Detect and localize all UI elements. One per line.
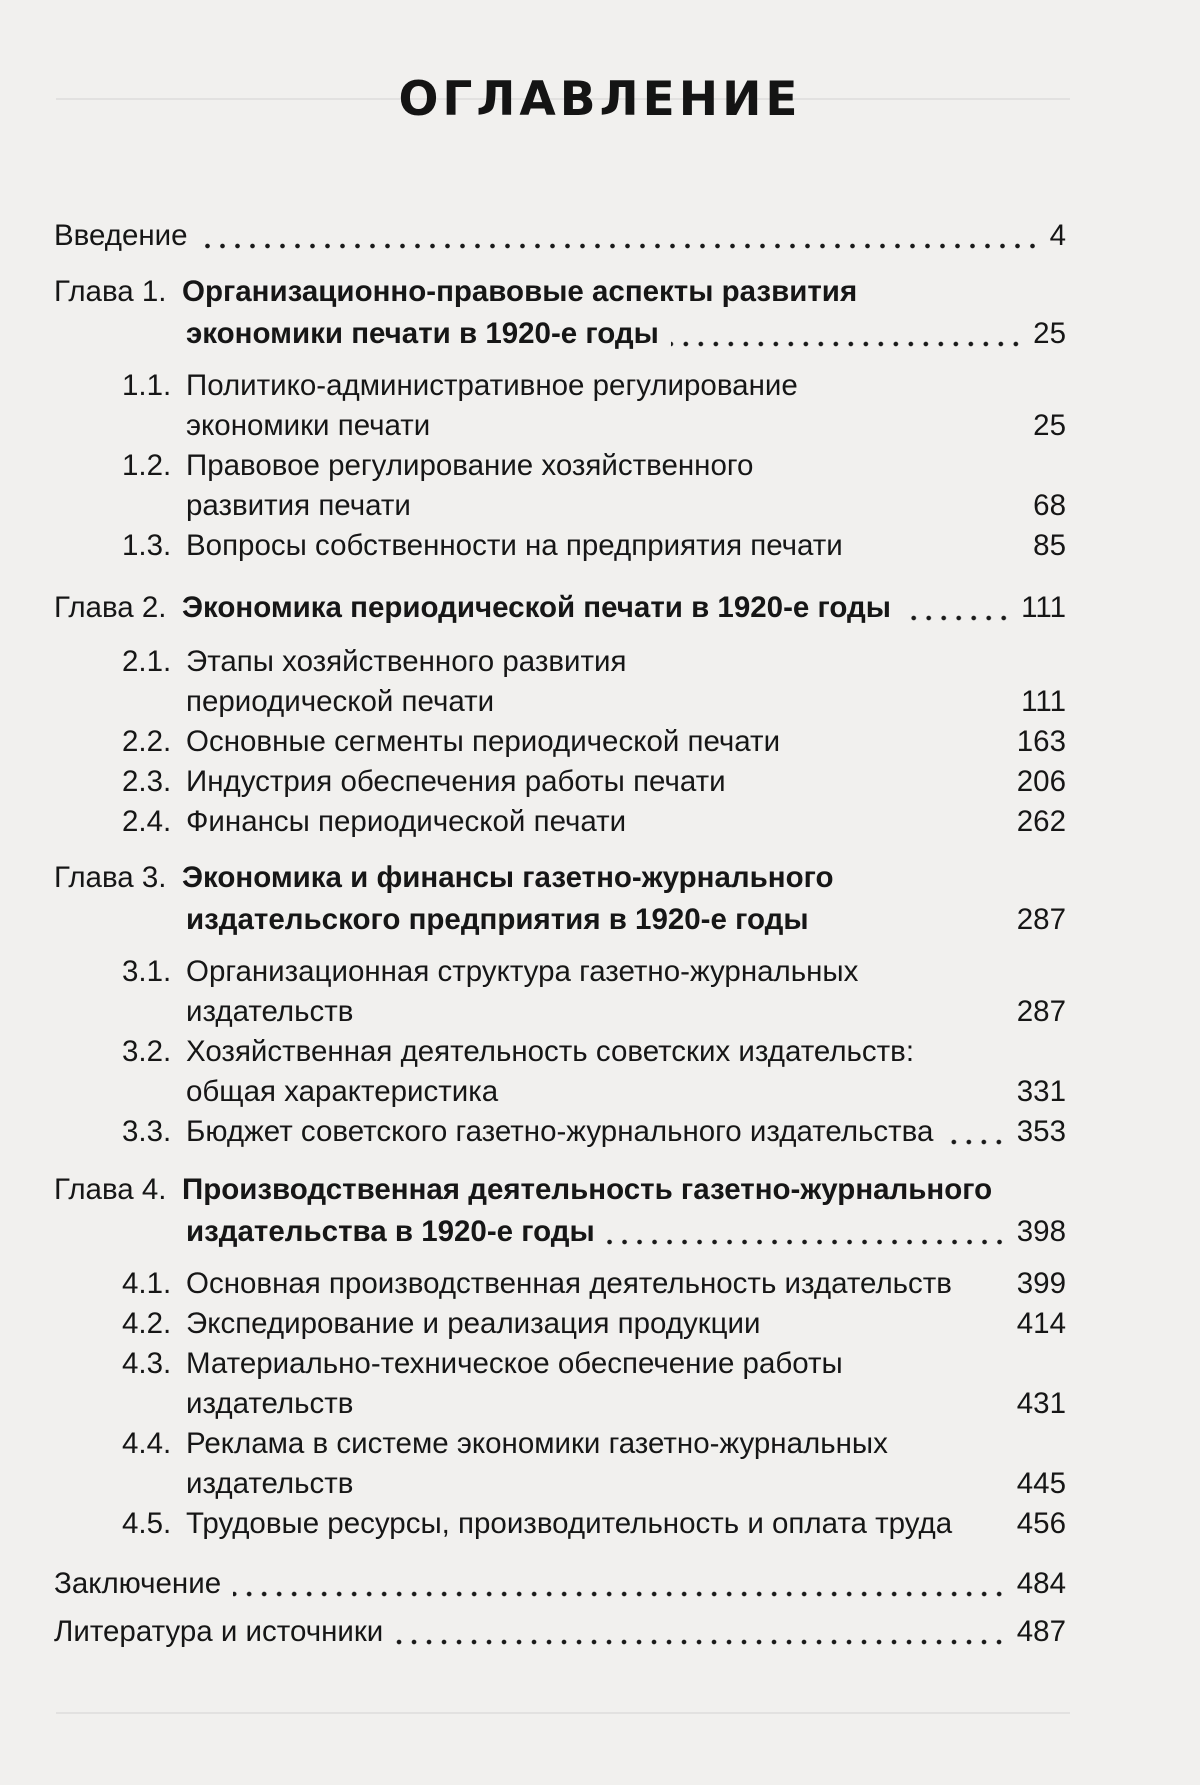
page-heading: ОГЛАВЛЕНИЕ (398, 72, 802, 127)
toc-section-4-4[interactable] (122, 1422, 1042, 1466)
page-number: 445 (1016, 1467, 1066, 1500)
section-title: экономики печати (186, 409, 431, 442)
page-number: 414 (1016, 1307, 1066, 1340)
section-number: 2.4. (122, 805, 172, 838)
section-number: 1.3. (122, 529, 172, 562)
page-number: 456 (1016, 1507, 1066, 1540)
section-title: общая характеристика (186, 1075, 499, 1108)
section-title: Основные сегменты периодической печати (186, 725, 781, 758)
section-number: 4.1. (122, 1267, 172, 1300)
section-title: издательств (186, 1467, 354, 1500)
chapter-title: Организационно-правовые аспекты развития (182, 275, 858, 308)
spacer (738, 762, 1007, 796)
section-number: 2.2. (122, 725, 172, 758)
page-number: 331 (1016, 1075, 1066, 1108)
section-title: Вопросы собственности на предприятия печати (186, 529, 843, 562)
section-title: Правовое регулирование хозяйственного (186, 449, 754, 482)
spacer (423, 486, 1023, 520)
page-number: 431 (1016, 1387, 1066, 1420)
page-number: 25 (1033, 317, 1066, 350)
section-title: Экспедирование и реализация продукции (186, 1307, 761, 1340)
page-number: 353 (1016, 1115, 1066, 1148)
spacer (638, 802, 1007, 836)
spacer (365, 1464, 1006, 1498)
toc-section-1-2[interactable] (122, 444, 1042, 488)
toc-chapter-3-cont[interactable] (186, 898, 1066, 942)
toc-entry-conclusion[interactable] (54, 1562, 1066, 1606)
toc-section-4-2[interactable] (122, 1302, 1066, 1346)
spacer (442, 406, 1023, 440)
section-number: 2.1. (122, 645, 172, 678)
section-title: издательств (186, 995, 354, 1028)
toc-section-2-2[interactable] (122, 720, 1066, 764)
toc-section-3-2-cont[interactable] (186, 1070, 1066, 1114)
chapter-label: Глава 3. (54, 861, 167, 894)
toc-section-1-1[interactable] (122, 364, 1042, 408)
page-number: 287 (1016, 903, 1066, 936)
page-number: 206 (1016, 765, 1066, 798)
section-title: периодической печати (186, 685, 495, 718)
section-title: Финансы периодической печати (186, 805, 627, 838)
section-number: 1.1. (122, 369, 172, 402)
page-number: 111 (1021, 685, 1066, 718)
spacer (365, 992, 1006, 1026)
toc-entry-title: Введение (54, 219, 188, 252)
toc-section-4-5[interactable] (122, 1502, 1066, 1546)
toc-chapter-1-cont[interactable] (186, 312, 1066, 356)
chapter-title: издательского предприятия в 1920-е годы (186, 903, 809, 936)
toc-entry-title: Литература и источники (54, 1615, 384, 1648)
dot-leader (395, 1612, 1007, 1646)
dot-leader (903, 588, 1011, 622)
chapter-label: Глава 4. (54, 1173, 167, 1206)
page-number: 262 (1016, 805, 1066, 838)
chapter-label: Глава 1. (54, 275, 167, 308)
toc-chapter-3[interactable] (54, 856, 1054, 900)
spacer (365, 1384, 1006, 1418)
spacer (772, 1304, 1006, 1338)
spacer (510, 1072, 1007, 1106)
toc-section-3-3[interactable] (122, 1110, 1066, 1154)
dot-leader (233, 1564, 1007, 1598)
toc-section-3-1[interactable] (122, 950, 1042, 994)
spacer (506, 682, 1011, 716)
toc-section-1-3[interactable] (122, 524, 1066, 568)
toc-chapter-4[interactable] (54, 1168, 1054, 1212)
page-number: 398 (1016, 1215, 1066, 1248)
spacer (792, 722, 1007, 756)
spacer (964, 1264, 1007, 1298)
page-number: 4 (1049, 219, 1066, 252)
page-number: 163 (1016, 725, 1066, 758)
toc-section-3-2[interactable] (122, 1030, 1042, 1074)
toc-entry-title: Заключение (54, 1567, 222, 1600)
section-title: Основная производственная деятельность издательств (186, 1267, 952, 1300)
chapter-label: Глава 2. (54, 591, 167, 624)
section-title: Этапы хозяйственного развития (186, 645, 627, 678)
toc-entry-literature[interactable] (54, 1610, 1066, 1654)
toc-section-2-1-cont[interactable] (186, 680, 1066, 724)
page-number: 399 (1016, 1267, 1066, 1300)
section-title: Материально-техническое обеспечение работы (186, 1347, 843, 1380)
toc-section-4-3[interactable] (122, 1342, 1042, 1386)
toc-section-1-2-cont[interactable] (186, 484, 1066, 528)
spacer (855, 526, 1023, 560)
page-number: 487 (1016, 1615, 1066, 1648)
section-title: издательств (186, 1387, 354, 1420)
toc-section-4-3-cont[interactable] (186, 1382, 1066, 1426)
page-number: 484 (1016, 1567, 1066, 1600)
section-number: 2.3. (122, 765, 172, 798)
chapter-title: экономики печати в 1920-е годы (186, 317, 659, 350)
section-number: 3.2. (122, 1035, 172, 1068)
chapter-title: Экономика периодической печати в 1920-е годы (182, 591, 891, 624)
toc-section-4-1[interactable] (122, 1262, 1066, 1306)
chapter-title: издательства в 1920-е годы (186, 1215, 595, 1248)
section-title: Индустрия обеспечения работы печати (186, 765, 726, 798)
section-number: 4.2. (122, 1307, 172, 1340)
toc-section-1-1-cont[interactable] (186, 404, 1066, 448)
section-title: Бюджет советского газетно-журнального издательства (186, 1115, 934, 1148)
page-number: 68 (1033, 489, 1066, 522)
section-number: 4.4. (122, 1427, 172, 1460)
toc-section-2-4[interactable] (122, 800, 1066, 844)
section-title: Реклама в системе экономики газетно-журнальных (186, 1427, 888, 1460)
dot-leader (607, 1212, 1007, 1246)
section-number: 1.2. (122, 449, 172, 482)
bleed-through-rule (56, 1712, 1070, 1714)
toc-chapter-1[interactable] (54, 270, 1054, 314)
spacer (821, 900, 1007, 934)
section-title: Трудовые ресурсы, производительность и оплата труда (186, 1507, 953, 1540)
section-number: 4.3. (122, 1347, 172, 1380)
section-title: Организационная структура газетно-журнальных (186, 955, 859, 988)
chapter-title: Производственная деятельность газетно-журнального (182, 1173, 993, 1206)
toc-chapter-2[interactable] (54, 586, 1066, 630)
section-title: Хозяйственная деятельность советских издательств: (186, 1035, 915, 1068)
page-number: 25 (1033, 409, 1066, 442)
chapter-title: Экономика и финансы газетно-журнального (182, 861, 834, 894)
section-number: 3.1. (122, 955, 172, 988)
toc-section-3-1-cont[interactable] (186, 990, 1066, 1034)
toc-entry-introduction[interactable] (54, 214, 1066, 258)
dot-leader (945, 1112, 1006, 1146)
spacer (964, 1504, 1007, 1538)
page-number: 111 (1021, 591, 1066, 624)
dot-leader (200, 216, 1040, 250)
toc-chapter-4-cont[interactable] (186, 1210, 1066, 1254)
section-title: развития печати (186, 489, 411, 522)
toc-section-2-3[interactable] (122, 760, 1066, 804)
page-number: 85 (1033, 529, 1066, 562)
section-title: Политико-административное регулирование (186, 369, 798, 402)
toc-section-2-1[interactable] (122, 640, 1042, 684)
dot-leader (671, 314, 1023, 348)
page-number: 287 (1016, 995, 1066, 1028)
section-number: 4.5. (122, 1507, 172, 1540)
toc-section-4-4-cont[interactable] (186, 1462, 1066, 1506)
section-number: 3.3. (122, 1115, 172, 1148)
